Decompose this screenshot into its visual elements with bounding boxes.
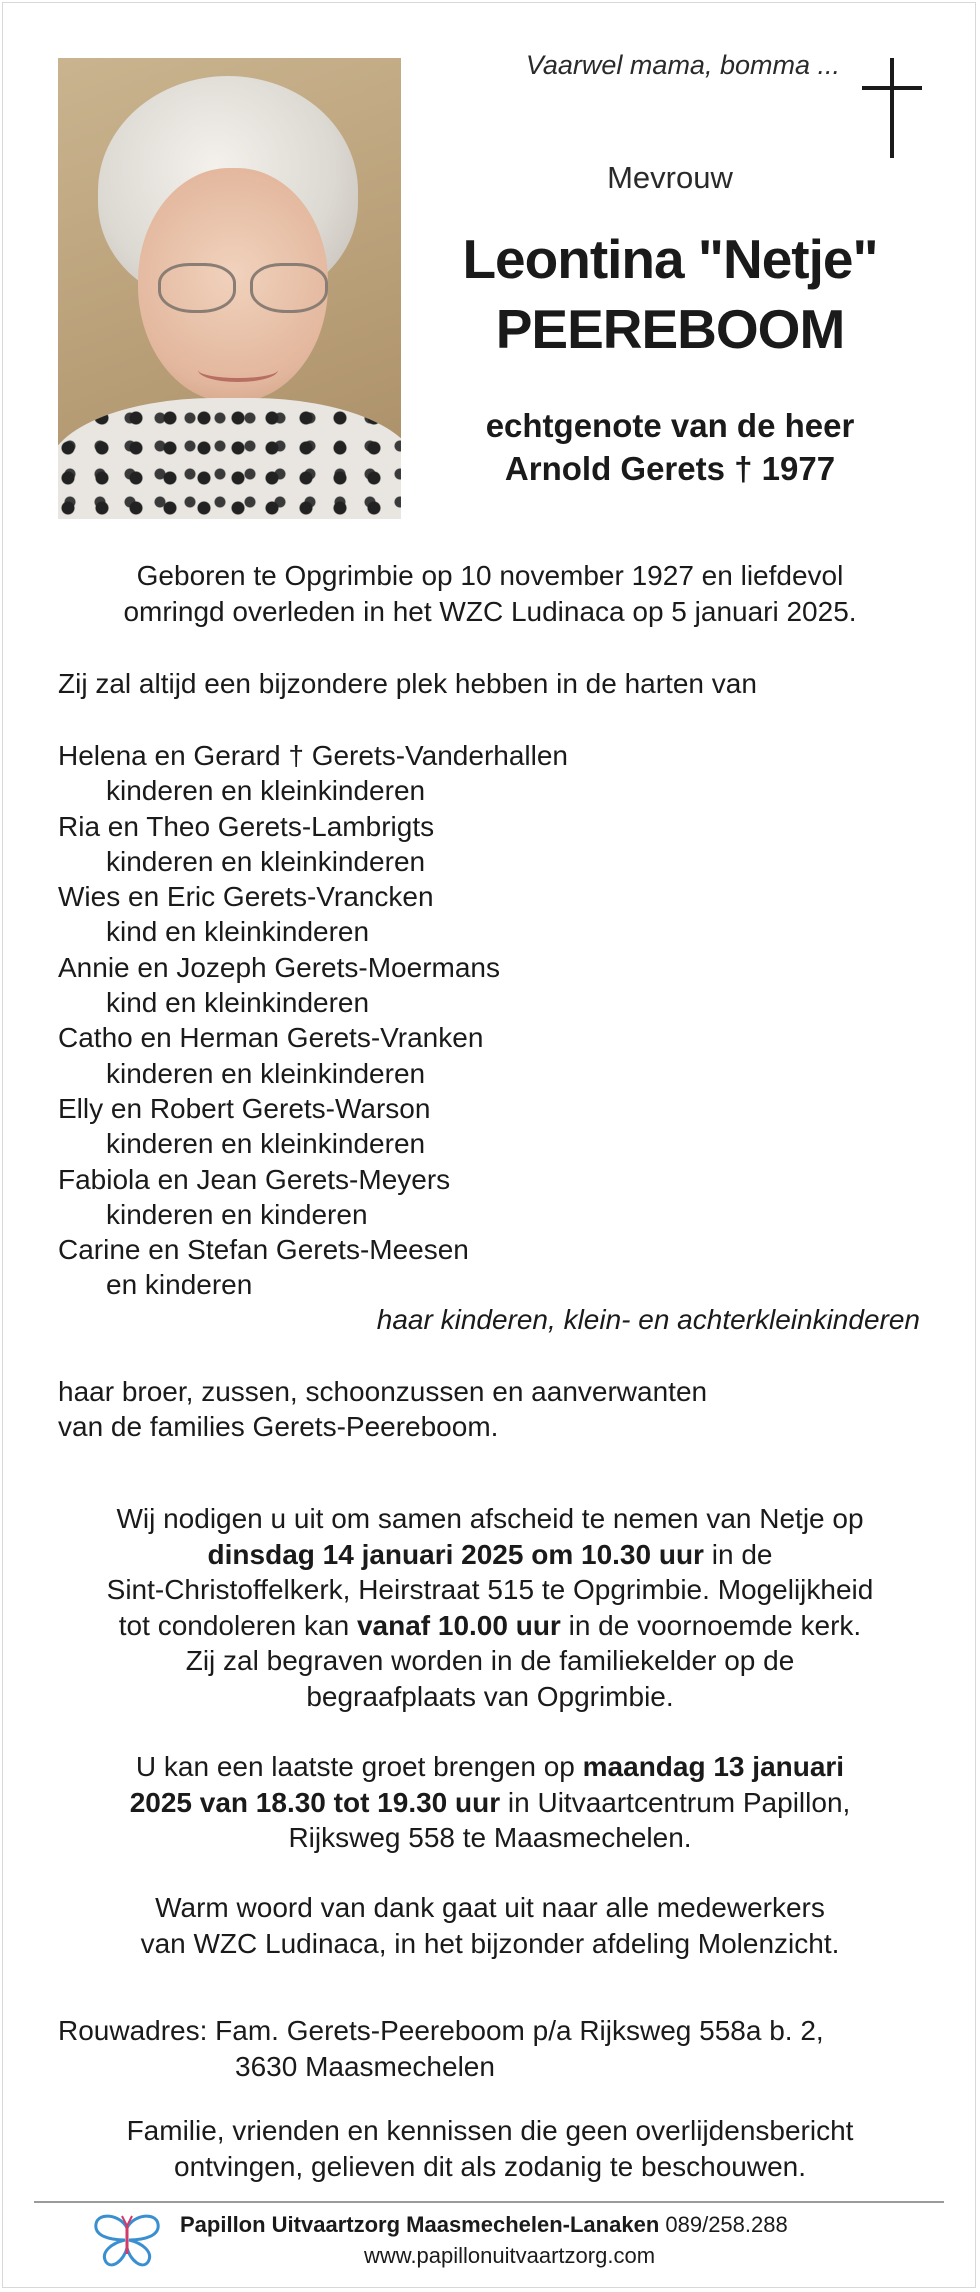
funeral-home-name: Papillon Uitvaartzorg Maasmechelen-Lanaken — [180, 2212, 660, 2237]
family-names: Fabiola en Jean Gerets-Meyers — [58, 1163, 451, 1195]
deceased-name — [410, 224, 930, 364]
family-entry — [58, 1020, 938, 1091]
visitation-text: U kan een laatste groet brengen op — [135, 1751, 583, 1782]
ceremony-text: in de voornoemde kerk. — [560, 1609, 862, 1641]
family-summary: haar kinderen, klein- en achterkleinkinderen — [376, 1304, 920, 1335]
visitation-info — [40, 1749, 940, 1856]
family-names: Catho en Herman Gerets-Vranken — [58, 1022, 484, 1054]
butterfly-icon — [92, 2210, 162, 2270]
closing-line: ontvingen, gelieven dit als zodanig te beschouwen. — [174, 2150, 806, 2182]
family-entry — [58, 1232, 938, 1303]
family-entry — [58, 738, 938, 809]
family-entry — [58, 1091, 938, 1162]
relatives-line: van de families Gerets-Peereboom. — [58, 1411, 499, 1442]
ceremony-datetime: dinsdag 14 januari 2025 om 10.30 uur — [207, 1538, 704, 1570]
funeral-home-website[interactable]: www.papillonuitvaartzorg.com — [364, 2243, 656, 2268]
farewell-motto: Vaarwel mama, bomma ... — [525, 50, 840, 80]
spouse-line: echtgenote van de heer — [485, 407, 855, 444]
visitation-line: Rijksweg 558 te Maasmechelen. — [288, 1822, 692, 1853]
spouse-info — [420, 404, 920, 490]
closing-line: Familie, vrienden en kennissen die geen overlijdensbericht — [126, 2115, 854, 2146]
family-descendants: kinderen en kinderen — [106, 1198, 368, 1230]
family-descendants: kinderen en kleinkinderen — [106, 775, 426, 807]
family-names: Wies en Eric Gerets-Vrancken — [58, 881, 434, 913]
relatives — [58, 1374, 707, 1444]
condolence-time: vanaf 10.00 uur — [356, 1609, 561, 1641]
birth-death-info — [40, 558, 940, 630]
funeral-home-phone: 089/258.288 — [659, 2212, 788, 2237]
visitation-line — [40, 1785, 940, 1821]
ceremony-text: tot condoleren kan — [118, 1609, 357, 1641]
visitation-line — [40, 1749, 940, 1785]
intro-line: Geboren te Opgrimbie op 10 november 1927 en liefdevol — [136, 560, 844, 591]
family-names: Carine en Stefan Gerets-Meesen — [58, 1234, 469, 1266]
visitation-date: maandag 13 januari — [582, 1751, 845, 1782]
ceremony-line: Zij zal begraven worden in de familiekelder op de — [185, 1645, 795, 1676]
ceremony-line — [40, 1537, 940, 1573]
family-descendants: kind en kleinkinderen — [106, 916, 370, 948]
address-line: 3630 Maasmechelen — [235, 2051, 495, 2082]
portrait-photo — [58, 58, 401, 519]
funeral-home — [180, 2211, 788, 2239]
ceremony-line — [40, 1608, 940, 1644]
visitation-text: in Uitvaartcentrum Papillon, — [500, 1786, 851, 1818]
relatives-line: haar broer, zussen, schoonzussen en aanverwanten — [58, 1376, 708, 1407]
thanks-line: Warm woord van dank gaat uit naar alle medewerkers — [155, 1892, 825, 1923]
family-lead: Zij zal altijd een bijzondere plek hebben in de harten van — [58, 668, 757, 699]
honorific: Mevrouw — [607, 160, 733, 195]
address-line: Rouwadres: Fam. Gerets-Peereboom p/a Rijksweg 558a b. 2, — [58, 2015, 824, 2046]
family-descendants: kinderen en kleinkinderen — [106, 845, 426, 877]
family-list — [58, 738, 938, 1303]
ceremony-line: Wij nodigen u uit om samen afscheid te nemen van Netje op — [116, 1503, 864, 1534]
ceremony-line: begraafplaats van Opgrimbie. — [306, 1680, 674, 1712]
footer-divider — [34, 2201, 944, 2203]
mourning-address — [58, 2013, 824, 2085]
ceremony-info — [40, 1501, 940, 1714]
intro-line: omringd overleden in het WZC Ludinaca op 5 januari 2025. — [123, 596, 857, 627]
visitation-time: 2025 van 18.30 tot 19.30 uur — [129, 1786, 501, 1818]
family-names: Ria en Theo Gerets-Lambrigts — [58, 810, 435, 842]
closing-note — [40, 2113, 940, 2184]
family-descendants: kinderen en kleinkinderen — [106, 1057, 426, 1089]
thanks-message — [40, 1890, 940, 1961]
family-names: Elly en Robert Gerets-Warson — [58, 1092, 431, 1124]
family-names: Helena en Gerard † Gerets-Vanderhallen — [58, 740, 569, 771]
family-names: Annie en Jozeph Gerets-Moermans — [58, 951, 500, 983]
family-descendants: kinderen en kleinkinderen — [106, 1128, 426, 1160]
family-entry — [58, 1162, 938, 1233]
family-entry — [58, 879, 938, 950]
thanks-line: van WZC Ludinaca, in het bijzonder afdeling Molenzicht. — [140, 1927, 840, 1959]
deceased-last-name: PEEREBOOM — [495, 298, 845, 360]
family-descendants: kind en kleinkinderen — [106, 987, 370, 1019]
cross-icon — [862, 58, 922, 158]
ceremony-line: Sint-Christoffelkerk, Heirstraat 515 te Opgrimbie. Mogelijkheid — [106, 1574, 874, 1605]
deceased-first-name: Leontina "Netje" — [462, 228, 878, 290]
spouse-name: Arnold Gerets † 1977 — [504, 450, 836, 487]
ceremony-text: in de — [703, 1538, 773, 1570]
family-descendants: en kinderen — [106, 1269, 253, 1301]
family-entry — [58, 809, 938, 880]
family-entry — [58, 950, 938, 1021]
